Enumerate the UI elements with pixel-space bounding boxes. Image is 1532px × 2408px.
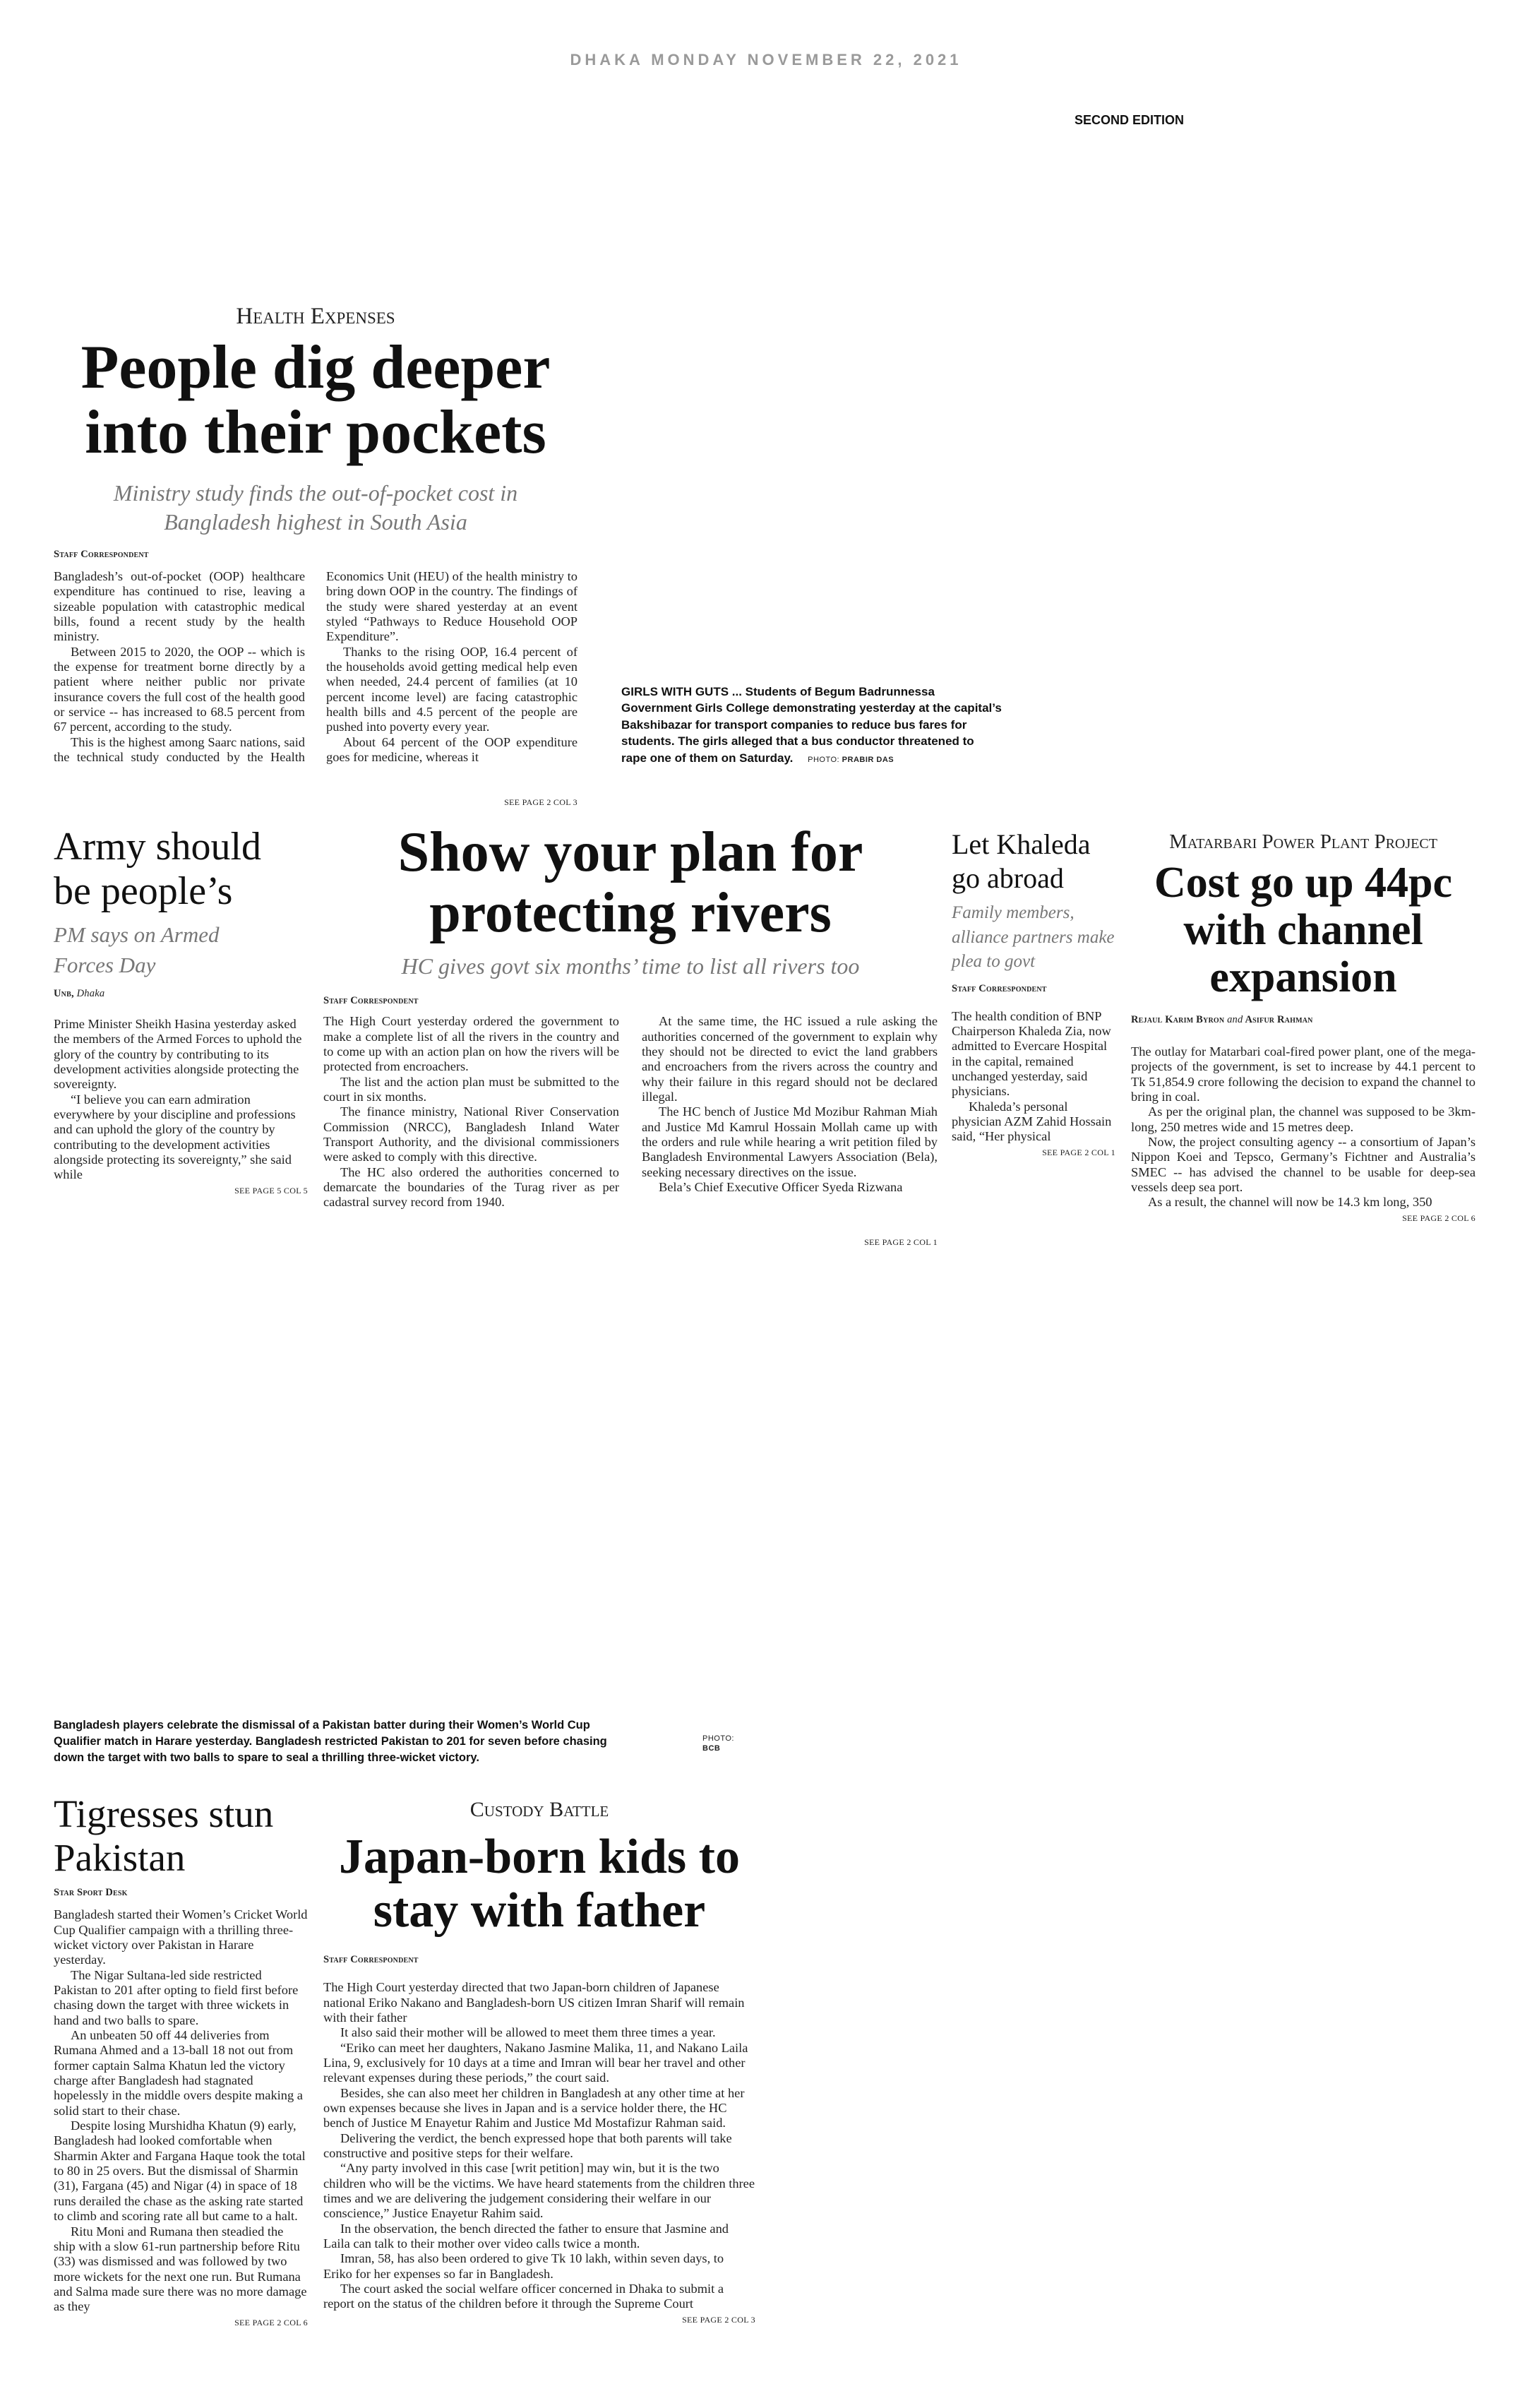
jump-line[interactable]: SEE PAGE 5 COL 5 <box>234 1185 308 1196</box>
story-army <box>54 825 308 1196</box>
paragraph: Despite losing Murshidha Khatun (9) early, Bangladesh had looked comfortable when Sharmin Akter and Fargana Haque took the total to 80 in 25 overs. But the dismissal of Sharmin (31), Fargana (45) and Nigar (4) in space of 18 runs derailed the chase as the asking rate started to climb and scoring rate all but came to a halt. <box>54 2118 306 2224</box>
story-byline: Staff Correspondent <box>323 1954 419 1966</box>
paragraph: “Eriko can meet her daughters, Nakano Jasmine Malika, 11, and Nakano Laila Lina, 9, exclusively for 10 days at a time and Imran will bear her travel and other relevant expenses during these periods,” the court said. <box>323 2040 748 2085</box>
story-headline[interactable]: Show your plan for protecting rivers <box>397 821 863 944</box>
story-body <box>323 1980 755 2312</box>
story-body <box>1131 1044 1476 1210</box>
paragraph: Khaleda’s personal physician AZM Zahid Hossain said, “Her physical <box>952 1099 1112 1144</box>
story-body <box>323 1014 938 1234</box>
paragraph: The outlay for Matarbari coal-fired power plant, one of the mega-projects of the government, is set to increase by 44.1 percent to Tk 51,854.9 crore following the decision to expand the channel to bring in coal. <box>1131 1044 1476 1104</box>
paragraph: As per the original plan, the channel was supposed to be 3km-long, 250 metres wide and 15 metres deep. <box>1131 1104 1476 1134</box>
paragraph: The health condition of BNP Chairperson Khaleda Zia, now admitted to Evercare Hospital in the capital, remained unchanged yesterday, said physicians. <box>952 1008 1111 1099</box>
story-custody <box>323 1798 755 2325</box>
story-byline: Staff Correspondent <box>323 995 419 1007</box>
jump-line[interactable]: SEE PAGE 2 COL 3 <box>504 797 578 807</box>
photo-caption-girls <box>621 684 1003 766</box>
story-headline[interactable]: Japan-born kids to stay with father <box>339 1830 740 1938</box>
paragraph: Besides, she can also meet her children in Bangladesh at any other time at her own expenses because she lives in Japan and is a service holder there, the HC bench of Justice M Enayetur Rahim and Justice Md Mostafizur Rahman said. <box>323 2085 745 2130</box>
paragraph: The finance ministry, National River Conservation Commission (NRCC), Bangladesh Inland Water Transport Authority, and the divisional commissioners were asked to comply with this directive. <box>323 1104 619 1164</box>
paragraph: Delivering the verdict, the bench expressed hope that both parents will take constructive and positive steps for their welfare. <box>323 2130 732 2160</box>
story-deck: Family members, alliance partners make plea to govt <box>952 903 1115 971</box>
paragraph: The High Court yesterday ordered the government to make a complete list of all the rivers in the country and to come up with an action plan on how the rivers will be protected from encroachers. <box>323 1014 619 1074</box>
caption-text: GIRLS WITH GUTS ... Students of Begum Badrunnessa Government Girls College demonstrating yesterday at the capital’s Bakshibazar for transport companies to reduce bus fares for students. The girls alleged that a bus conductor threatened to rape one of them on Saturday. <box>621 685 1002 765</box>
story-rivers <box>323 823 938 1248</box>
paragraph: Ritu Moni and Rumana then steadied the ship with a slow 61-run partnership before Ritu (33) was dismissed and was followed by two more wickets for the next one run. But Rumana and Salma made sure there was no more damage as they <box>54 2224 307 2314</box>
paragraph: It also said their mother will be allowed to meet them three times a year. <box>340 2025 716 2040</box>
story-khaleda <box>952 828 1115 1158</box>
story-headline[interactable]: Let Khaleda go abroad <box>952 828 1091 894</box>
story-headline[interactable]: Army should be people’s <box>54 825 261 913</box>
paragraph: The list and the action plan must be submitted to the court in six months. <box>323 1074 619 1104</box>
story-byline: Staff Correspondent <box>952 982 1047 994</box>
paragraph: The court asked the social welfare officer concerned in Dhaka to submit a report on the status of the children before it through the Supreme Court <box>323 2282 724 2311</box>
story-headline[interactable]: People dig deeper into their pockets <box>80 333 551 467</box>
paragraph: In the observation, the bench directed the father to ensure that Jasmine and Laila can talk to their mother over video calls twice a month. <box>323 2221 729 2251</box>
paragraph: The Nigar Sultana-led side restricted Pakistan to 201 after opting to field first before chasing down the target with three wickets in hand and two balls to spare. <box>54 1967 299 2027</box>
paragraph: The HC bench of Justice Md Mozibur Rahman Miah and Justice Md Kamrul Hossain Mollah came up with the orders and rule while hearing a writ petition filed by Bangladesh Environmental Lawyers Association (Bela), seeking necessary directives on the issue. <box>642 1104 938 1179</box>
paragraph: Imran, 58, has also been ordered to give Tk 10 lakh, within seven days, to Eriko for her expenses so far in Bangladesh. <box>323 2251 724 2281</box>
paragraph: About 64 percent of the OOP expenditure goes for medicine, whereas it <box>326 734 578 765</box>
photo-caption-cricket <box>54 1717 640 1766</box>
story-tigresses <box>54 1792 308 2328</box>
story-body <box>54 569 578 799</box>
paragraph: At the same time, the HC issued a rule asking the authorities concerned of the government to explain why they should not be directed to evict the land grabbers and encroachers from the rivers across the country and why their failure in this regard should not be declared illegal. <box>642 1014 938 1104</box>
jump-line[interactable]: SEE PAGE 2 COL 3 <box>682 2314 755 2325</box>
story-matarbari <box>1131 830 1476 1224</box>
jump-line[interactable]: SEE PAGE 2 COL 6 <box>234 2317 308 2327</box>
story-health <box>54 304 578 808</box>
paragraph: Bela’s Chief Executive Officer Syeda Rizwana <box>659 1179 903 1194</box>
story-deck: Ministry study finds the out-of-pocket cost in Bangladesh highest in South Asia <box>113 479 518 535</box>
paragraph: Bangladesh’s out-of-pocket (OOP) healthcare expenditure has continued to rise, leaving a sizeable population with catastrophic medical bills, found a recent study by the health ministry. <box>54 568 305 644</box>
story-byline: Unb, Dhaka <box>54 987 105 999</box>
paragraph: An unbeaten 50 off 44 deliveries from Rumana Ahmed and a 13-ball 18 not out from former captain Salma Khatun led the victory charge after Bangladesh had stagnated hopelessly in the middle overs despite making a solid start to their chase. <box>54 2028 303 2118</box>
story-byline: Star Sport Desk <box>54 1887 128 1899</box>
paragraph: “I believe you can earn admiration everywhere by your discipline and professions and can uphold the glory of the country by contributing to the development activities alongside protecting its sovereignty,” she said while <box>54 1092 296 1182</box>
photo-credit: PHOTO: BCB <box>702 1734 734 1753</box>
paragraph: Prime Minister Sheikh Hasina yesterday asked the members of the Armed Forces to uphold the glory of the country by contributing to its development activities alongside protecting the sovereignty. <box>54 1016 302 1092</box>
jump-line[interactable]: SEE PAGE 2 COL 1 <box>864 1237 938 1248</box>
edition-label: SECOND EDITION <box>1075 113 1185 127</box>
paragraph: The HC also ordered the authorities concerned to demarcate the boundaries of the Turag river as per cadastral survey record from 1940. <box>323 1164 619 1210</box>
story-body <box>952 1009 1115 1145</box>
story-kicker: Custody Battle <box>469 1798 609 1821</box>
paragraph: As a result, the channel will now be 14.3 km long, 350 <box>1148 1195 1432 1210</box>
story-headline[interactable]: Cost go up 44pc with channel expansion <box>1154 859 1452 1001</box>
story-byline: Rejaul Karim Byron and Asifur Rahman <box>1131 1013 1313 1025</box>
photo-credit: PHOTO: PRABIR DAS <box>808 755 894 764</box>
paragraph: This is the highest among Saarc nations, said the technical study conducted by the Health Economics Unit (HEU) of the health ministry to bring down OOP in the country. The findings of the study were shared yesterday at an event styled “Pathways to Reduce Household OOP Expenditure”. <box>54 568 578 765</box>
caption-text: Bangladesh players celebrate the dismissal of a Pakistan batter during their Women’s World Cup Qualifier match in Harare yesterday. Bangladesh restricted Pakistan to 201 for seven before chasing down the target with two balls to spare to seal a thrilling three-wicket victory. <box>54 1719 607 1765</box>
story-deck: HC gives govt six months’ time to list all rivers too <box>401 953 860 979</box>
paragraph: Between 2015 to 2020, the OOP -- which is the expense for treatment borne directly by a patient where neither public nor private insurance covers the full cost of the health good or service -- has increased to 68.5 percent from 67 percent, according to the study. <box>54 644 305 734</box>
dateline: DHAKA MONDAY NOVEMBER 22, 2021 <box>570 51 962 68</box>
story-headline[interactable]: Tigresses stun Pakistan <box>54 1792 274 1880</box>
jump-line[interactable]: SEE PAGE 2 COL 6 <box>1402 1212 1476 1223</box>
paragraph: The High Court yesterday directed that two Japan-born children of Japanese national Eriko Nakano and Bangladesh-born US citizen Imran Sharif will remain with their father <box>323 1980 745 2025</box>
story-body <box>54 1017 308 1183</box>
paragraph: Bangladesh started their Women’s Cricket World Cup Qualifier campaign with a thrilling three-wicket victory over Pakistan in Harare yesterday. <box>54 1907 308 1967</box>
story-deck: PM says on Armed Forces Day <box>54 922 220 978</box>
jump-line[interactable]: SEE PAGE 2 COL 1 <box>1042 1147 1115 1157</box>
story-kicker: Health Expenses <box>236 304 395 329</box>
story-kicker: Matarbari Power Plant Project <box>1169 830 1437 853</box>
paragraph: Thanks to the rising OOP, 16.4 percent of the households avoid getting medical help even when needed, 24.4 percent of families (at 10 percent income level) are facing catastrophic health bills and 4.5 percent of the people are pushed into poverty every year. <box>326 644 578 734</box>
paragraph: “Any party involved in this case [writ petition] may win, but it is the two children who will be the victims. We have heard statements from the children three times and we are delivering the judgement considering their welfare in our conscience,” Justice Enayetur Rahim said. <box>323 2161 755 2221</box>
story-body <box>54 1907 308 2314</box>
paragraph: Now, the project consulting agency -- a consortium of Japan’s Nippon Koei and Tepsco, Germany’s Fichtner and Australia’s SMEC -- has advised the channel to be usable for deep-sea vessels deep sea port. <box>1131 1134 1476 1194</box>
story-byline: Staff Correspondent <box>54 548 149 560</box>
